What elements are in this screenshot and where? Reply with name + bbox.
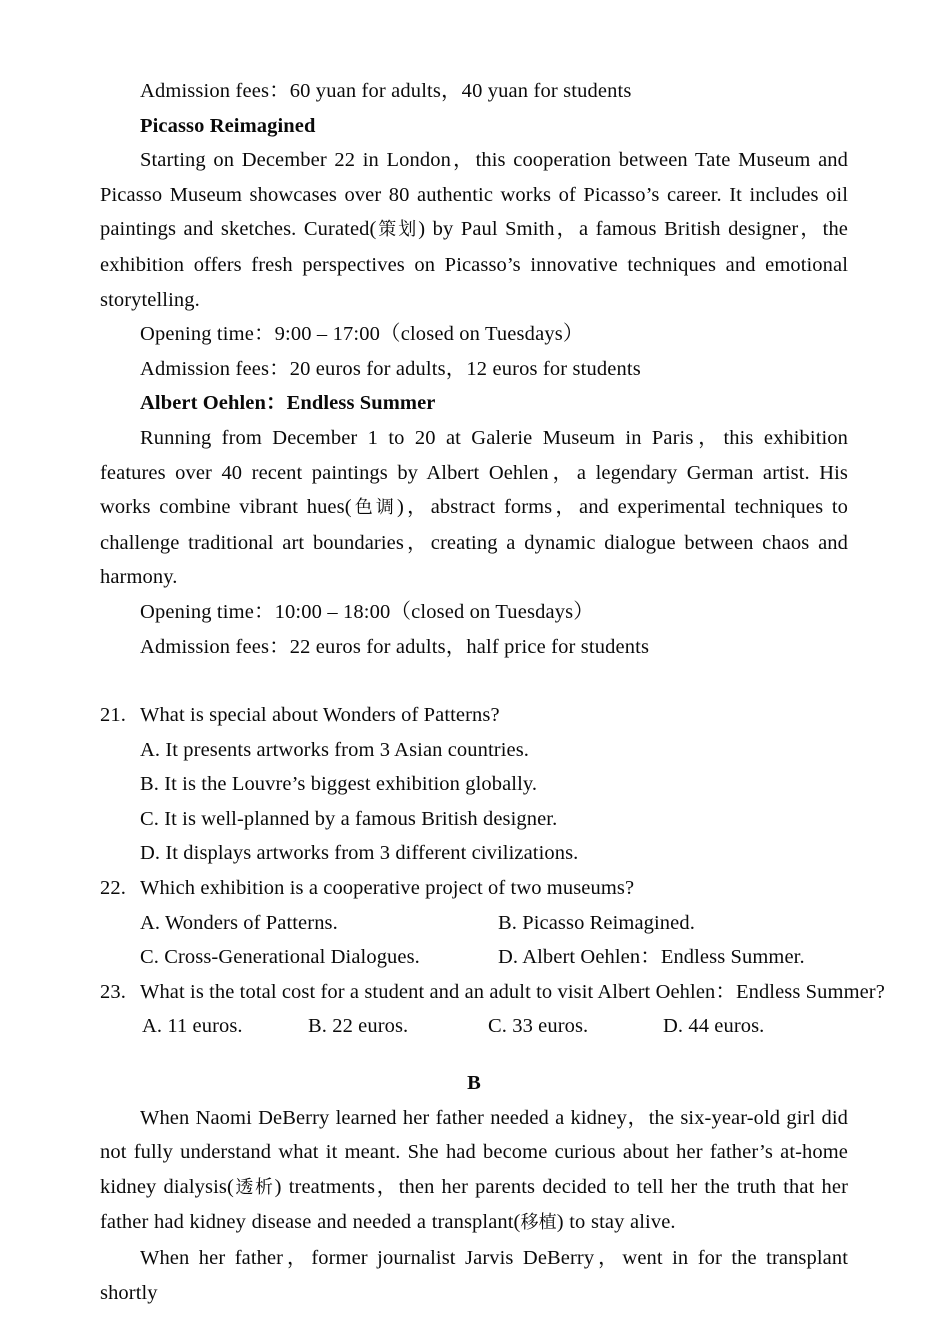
question-23-option-c[interactable]: C. 33 euros.	[488, 1015, 589, 1038]
albert-oehlen-opening-time: Opening time：10:00 – 18:00（closed on Tuesdays）	[140, 600, 594, 623]
question-21-option-d[interactable]: D. It displays artworks from 3 different civilizations.	[140, 842, 579, 865]
question-23-option-d[interactable]: D. 44 euros.	[663, 1015, 765, 1038]
section-b-paragraph-1: When Naomi DeBerry learned her father needed a kidney，the six-year-old girl did not fully understand what it meant. She had become curious about her father’s at-home kidney dialysis(透析) treatments，then her parents decided to tell her the truth that her father had kidney disease and needed a transplant(移植) to stay alive.	[100, 1106, 849, 1234]
question-22-options-row-1	[100, 906, 848, 941]
question-21	[100, 698, 848, 733]
cjk-gloss: 策划	[376, 219, 419, 241]
question-22-option-a[interactable]: A. Wonders of Patterns.	[140, 911, 338, 934]
picasso-reimagined-title: Picasso Reimagined	[140, 114, 316, 137]
question-21-option-a[interactable]: A. It presents artworks from 3 Asian countries.	[140, 738, 529, 761]
picasso-opening-time: Opening time：9:00 – 17:00（closed on Tuesdays）	[140, 323, 584, 346]
question-21-number: 21.	[100, 704, 126, 727]
albert-oehlen-title: Albert Oehlen：Endless Summer	[140, 392, 436, 415]
question-23	[100, 975, 885, 1010]
picasso-reimagined-body: Starting on December 22 in London，this cooperation between Tate Museum and Picasso Museum showcases over 80 authentic works of Picasso’s career. It includes oil paintings and sketches. Curated(策划) by Paul Smith，a famous British designer，the exhibition offers fresh perspectives on Picasso’s innovative techniques and emotional storytelling.	[100, 149, 848, 311]
spacer-before-questions	[100, 664, 848, 698]
text-column	[100, 74, 885, 1310]
question-21-stem: What is special about Wonders of Patterns?	[140, 704, 500, 727]
question-22-stem: Which exhibition is a cooperative project of two museums?	[140, 877, 635, 900]
question-22-option-c[interactable]: C. Cross-Generational Dialogues.	[140, 946, 420, 969]
question-21-option-c[interactable]: C. It is well-planned by a famous British designer.	[140, 807, 558, 830]
question-23-option-a[interactable]: A. 11 euros.	[142, 1015, 243, 1038]
question-23-options-row	[100, 1009, 848, 1044]
question-22-option-b[interactable]: B. Picasso Reimagined.	[498, 911, 695, 934]
wonders-admission-fees: Admission fees：60 yuan for adults，40 yuan for students	[140, 80, 632, 102]
question-22-number: 22.	[100, 877, 126, 900]
albert-oehlen-body: Running from December 1 to 20 at Galerie Museum in Paris，this exhibition features over 40 recent paintings by Albert Oehlen，a legendary German artist. His works combine vibrant hues(色调)，abstract forms，and experimental techniques to challenge traditional art boundaries，creating a dynamic dialogue between chaos and harmony.	[100, 426, 848, 589]
albert-oehlen-admission-fees: Admission fees：22 euros for adults，half price for students	[140, 635, 650, 658]
picasso-admission-fees: Admission fees：20 euros for adults，12 euros for students	[140, 357, 641, 380]
cjk-gloss: 透析	[233, 1176, 275, 1198]
question-23-option-b[interactable]: B. 22 euros.	[308, 1015, 409, 1038]
question-23-number: 23.	[100, 980, 126, 1003]
cjk-gloss: 色调	[351, 497, 398, 519]
spacer-before-section-b	[100, 1044, 848, 1066]
section-b-label: B	[467, 1072, 481, 1095]
question-23-stem: What is the total cost for a student and an adult to visit Albert Oehlen：Endless Summer?	[140, 980, 885, 1003]
question-22	[100, 871, 848, 906]
question-22-option-d[interactable]: D. Albert Oehlen：Endless Summer.	[498, 946, 805, 969]
cjk-gloss: 移植	[520, 1212, 557, 1234]
question-22-options-row-2	[100, 940, 848, 975]
question-21-option-b[interactable]: B. It is the Louvre’s biggest exhibition globally.	[140, 773, 538, 796]
section-b-paragraph-2: When her father，former journalist Jarvis DeBerry，went in for the transplant shortly	[100, 1247, 848, 1304]
